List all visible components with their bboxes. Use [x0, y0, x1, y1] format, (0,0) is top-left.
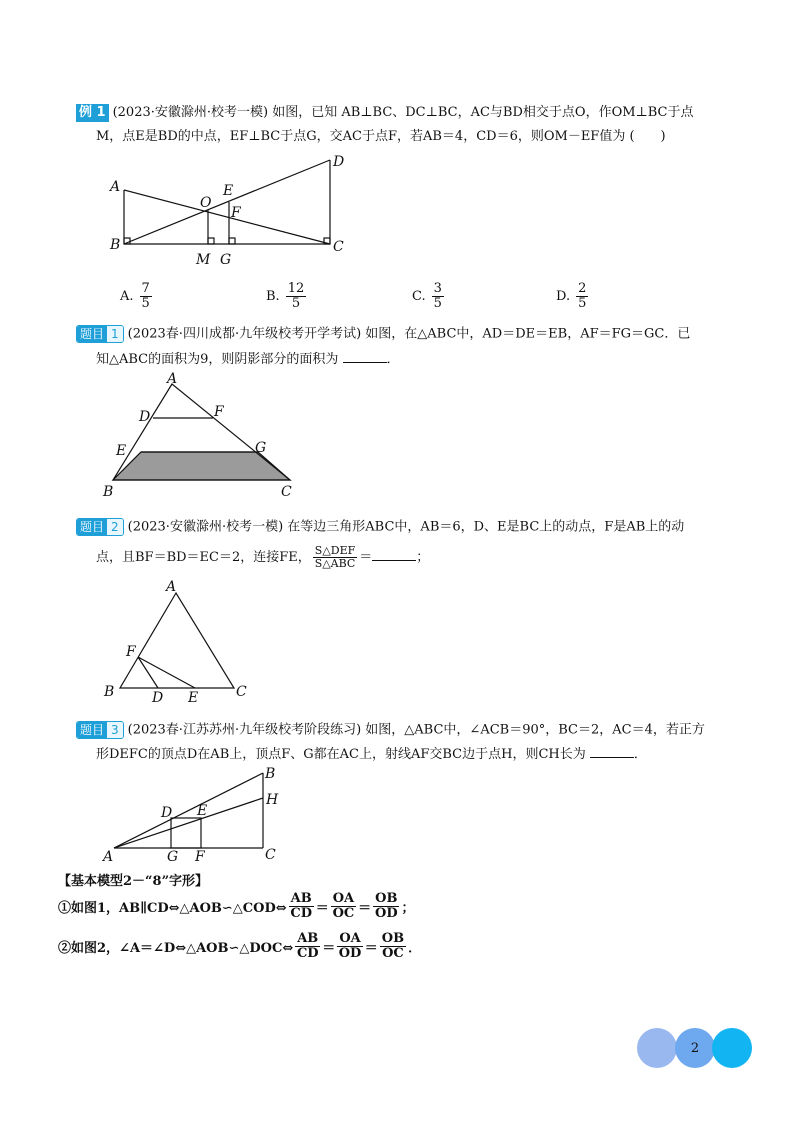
example1-figure — [100, 150, 360, 270]
label-C: C — [281, 484, 292, 500]
q2-line1 — [76, 518, 736, 537]
q2-text1: 在等边三角形ABC中，AB＝6，D、E是BC上的动点，F是AB上的动 — [287, 519, 685, 535]
q1-source: (2023春·四川成都·九年级校考开学考试) — [127, 326, 362, 342]
label-A: A — [167, 371, 178, 387]
label-C: C — [236, 684, 247, 700]
label-O: O — [200, 195, 212, 211]
q1-line1 — [76, 325, 736, 344]
label-C: C — [265, 847, 276, 863]
label-D: D — [152, 690, 164, 703]
q3-source: (2023春·江苏苏州·九年级校考阶段练习) — [127, 722, 362, 738]
example1-text1: 如图，已知 AB⊥BC、DC⊥BC，AC与BD相交于点O，作OM⊥BC于点 — [272, 105, 694, 120]
label-D: D — [161, 805, 173, 821]
label-A: A — [110, 179, 121, 195]
label-E: E — [223, 183, 234, 199]
q3-tag: 题目 3 — [76, 721, 124, 739]
q1-tag: 题目 1 — [76, 325, 124, 343]
page-circle-bright — [712, 1028, 752, 1068]
label-A: A — [166, 579, 177, 595]
label-B: B — [265, 766, 276, 782]
example1-line2: M，点E是BD的中点，EF⊥BC于点G，交AC于点F，若AB＝4，CD＝6，则OM－EF值为 ( ) — [96, 129, 666, 144]
label-G: G — [167, 849, 179, 864]
label-H: H — [266, 792, 279, 808]
option-b[interactable]: B. $\frac{12}{5}$ — [266, 281, 305, 311]
label-D: D — [139, 409, 151, 425]
label-C: C — [333, 239, 344, 255]
page-number: 2 — [690, 1040, 700, 1056]
option-c[interactable]: C. $\frac{3}{5}$ — [412, 281, 442, 311]
q1-figure — [95, 368, 305, 503]
label-E: E — [188, 690, 199, 703]
option-d[interactable]: D. $\frac{2}{5}$ — [556, 281, 587, 311]
q2-tag: 题目 2 — [76, 518, 124, 536]
label-B: B — [110, 237, 121, 253]
label-F: F — [231, 205, 241, 221]
example1-line1 — [76, 104, 736, 122]
label-G: G — [220, 252, 232, 268]
example-tag: 例 1 — [76, 104, 109, 122]
q3-line2: 形DEFC的顶点D在AB上，顶点F、G都在AC上，射线AF交BC边于点H，则CH长为 ． — [96, 747, 647, 762]
label-F: F — [195, 849, 205, 864]
label-E: E — [116, 443, 127, 459]
label-M: M — [196, 252, 211, 268]
label-A: A — [103, 849, 114, 864]
q3-text1: 如图，△ABC中，∠ACB＝90°，BC＝2，AC＝4，若正方 — [365, 722, 705, 738]
label-D: D — [333, 154, 345, 170]
model-item-2: ②如图2，∠A＝∠D⇔△AOB∽△DOC⇔ $\frac{AB}{CD}$ ＝ $\frac{OA}{OD}$ ＝ $\frac{OB}{OC}$ ． — [58, 931, 422, 961]
q2-figure — [100, 578, 260, 703]
model-item-1: ①如图1，AB∥CD⇔△AOB∽△COD⇔ $\frac{AB}{CD}$ ＝ $\frac{OA}{OC}$ ＝ $\frac{OB}{OD}$ ； — [58, 891, 415, 921]
q2-answer-blank[interactable] — [372, 548, 416, 561]
q2-line2: 点，且BF＝BD＝EC＝2，连接FE， $\frac{\text{S△DEF}}{\text{S△ABC}}$ ＝ ； — [96, 544, 430, 570]
example1-source: (2023·安徽滁州·校考一模) — [112, 105, 269, 120]
page-circle-light — [637, 1028, 677, 1068]
q1-line2: 知△ABC的面积为9，则阴影部分的面积为 ． — [96, 352, 400, 367]
label-B: B — [103, 484, 114, 500]
model-heading: 【基本模型2－“8”字形】 — [58, 874, 209, 889]
q2-area-fraction: $\frac{\text{S△DEF}}{\text{S△ABC}}$ — [314, 544, 356, 570]
q3-figure — [100, 762, 285, 864]
option-a[interactable]: A. $\frac{7}{5}$ — [120, 281, 150, 311]
q1-answer-blank[interactable] — [343, 350, 387, 363]
q3-answer-blank[interactable] — [590, 745, 634, 758]
q1-text1: 如图，在△ABC中，AD＝DE＝EB，AF＝FG＝GC．已 — [365, 326, 691, 342]
label-E: E — [197, 803, 208, 819]
q3-line1 — [76, 721, 736, 740]
label-B: B — [104, 684, 115, 700]
page-number-badge — [675, 1028, 715, 1068]
label-F: F — [126, 644, 136, 660]
label-G: G — [255, 440, 267, 456]
label-F: F — [214, 404, 224, 420]
q2-source: (2023·安徽滁州·校考一模) — [127, 519, 284, 535]
